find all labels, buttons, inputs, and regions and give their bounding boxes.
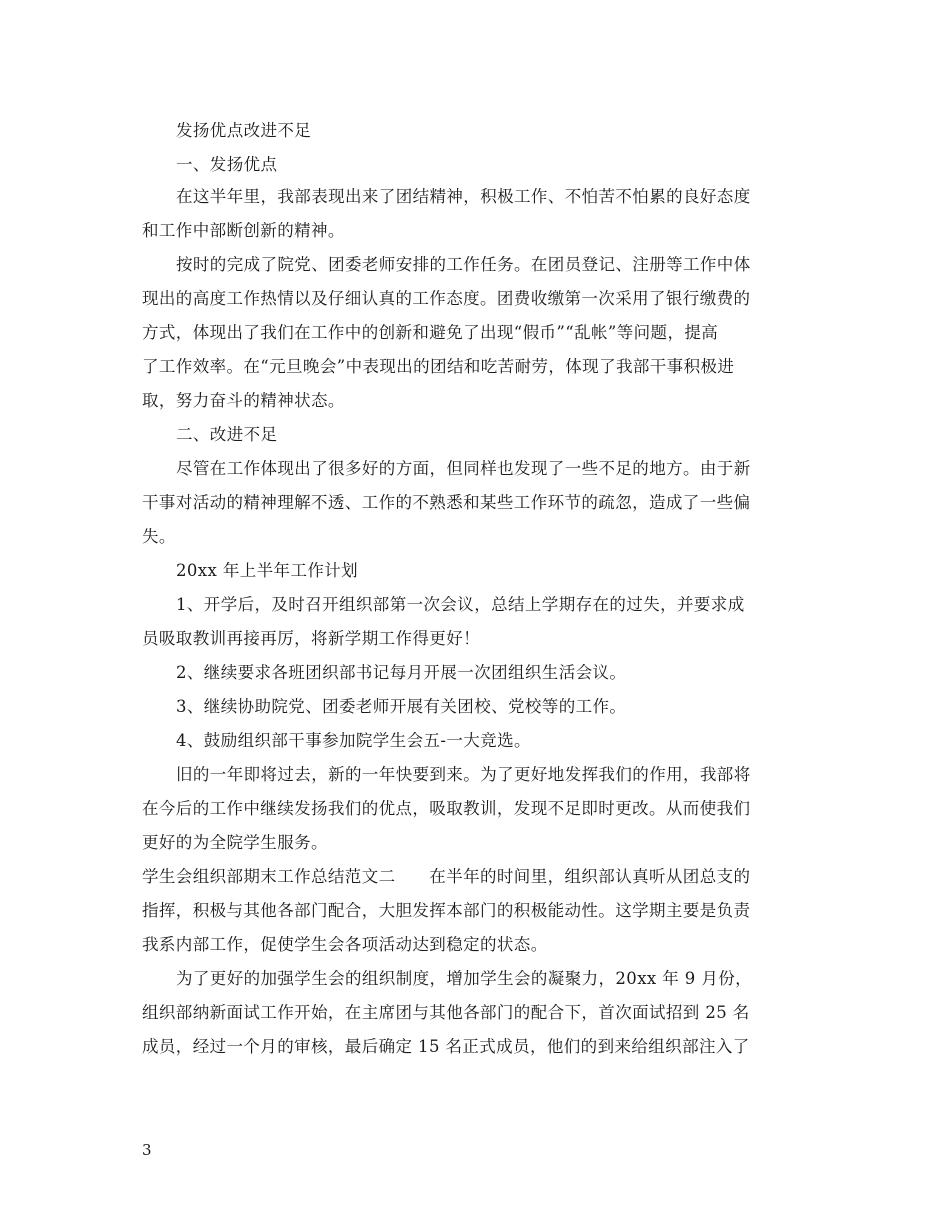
text-line: 我系内部工作，促使学生会各项活动达到稳定的状态。 xyxy=(142,935,548,954)
text-line: 按时的完成了院党、团委老师安排的工作任务。在团员登记、注册等工作中体 xyxy=(176,255,751,274)
text-line: 发扬优点改进不足 xyxy=(176,121,312,140)
text-line: 在今后的工作中继续发扬我们的优点，吸取教训，发现不足即时更改。从而使我们 xyxy=(142,799,751,818)
text-line: 和工作中部断创新的精神。 xyxy=(142,221,345,240)
text-line: 方式，体现出了我们在工作中的创新和避免了出现“假币”“乱帐”等问题，提高 xyxy=(142,323,719,342)
text-line: 20xx 年上半年工作计划 xyxy=(176,561,359,580)
text-line: 失。 xyxy=(142,527,176,546)
text-line: 二、改进不足 xyxy=(176,425,278,444)
text-line: 2、继续要求各班团织部书记每月开展一次团组织生活会议。 xyxy=(176,663,627,682)
text-line: 一、发扬优点 xyxy=(176,155,278,174)
text-line: 成员，经过一个月的审核，最后确定 15 名正式成员，他们的到来给组织部注入了 xyxy=(142,1037,750,1056)
text-line: 了工作效率。在“元旦晚会”中表现出的团结和吃苦耐劳，体现了我部干事积极进 xyxy=(142,357,735,376)
text-line: 4、鼓励组织部干事参加院学生会五-一大竞选。 xyxy=(176,731,531,750)
text-line: 干事对活动的精神理解不透、工作的不熟悉和某些工作环节的疏忽，造成了一些偏 xyxy=(142,493,751,512)
text-line: 取，努力奋斗的精神状态。 xyxy=(142,391,345,410)
text-line: 学生会组织部期末工作总结范文二 在半年的时间里，组织部认真听从团总支的 xyxy=(142,867,751,886)
text-line: 指挥，积极与其他各部门配合，大胆发挥本部门的积极能动性。这学期主要是负责 xyxy=(142,901,751,920)
text-line: 为了更好的加强学生会的组织制度，增加学生会的凝聚力，20xx 年 9 月份， xyxy=(176,969,753,988)
text-line: 旧的一年即将过去，新的一年快要到来。为了更好地发挥我们的作用，我部将 xyxy=(176,765,751,784)
text-line: 员吸取教训再接再厉，将新学期工作得更好！ xyxy=(142,629,480,648)
text-line: 尽管在工作体现出了很多好的方面，但同样也发现了一些不足的地方。由于新 xyxy=(176,459,751,478)
text-line: 现出的高度工作热情以及仔细认真的工作态度。团费收缴第一次采用了银行缴费的 xyxy=(142,289,751,308)
text-line: 更好的为全院学生服务。 xyxy=(142,833,328,852)
text-line: 组织部纳新面试工作开始，在主席团与其他各部门的配合下，首次面试招到 25 名 xyxy=(142,1003,750,1022)
page-number: 3 xyxy=(142,1141,152,1159)
text-line: 3、继续协助院党、团委老师开展有关团校、党校等的工作。 xyxy=(176,697,627,716)
text-line: 1、开学后，及时召开组织部第一次会议，总结上学期存在的过失，并要求成 xyxy=(176,595,745,614)
text-line: 在这半年里，我部表现出来了团结精神，积极工作、不怕苦不怕累的良好态度 xyxy=(176,187,751,206)
